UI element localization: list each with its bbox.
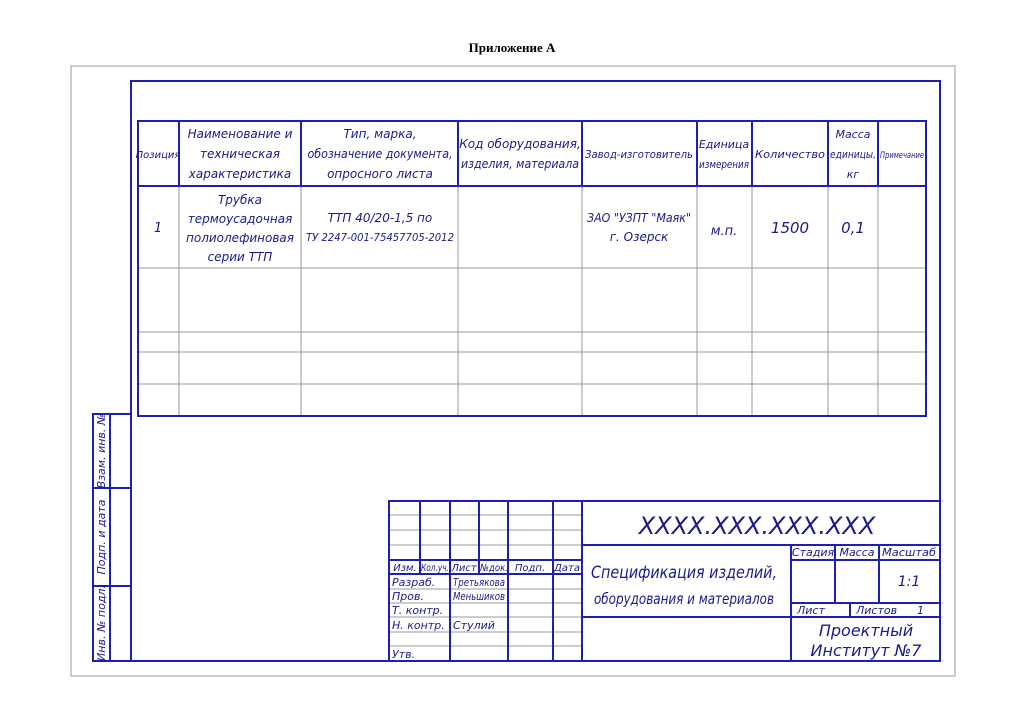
rev-header-sign: Подп. xyxy=(514,563,546,574)
scale-label: Масштаб xyxy=(882,546,937,559)
row-unit: м.п. xyxy=(710,224,738,239)
row-name-line4: серии ТТП xyxy=(207,250,273,264)
page-title: Приложение А xyxy=(468,40,556,55)
side-stamp-sign-date: Подп. и дата xyxy=(95,499,108,575)
role-approver: Утв. xyxy=(392,648,416,661)
row-name-line2: термоусадочная xyxy=(187,212,293,226)
header-position: Позиция xyxy=(135,150,181,161)
header-note: Примечание xyxy=(880,151,925,161)
rev-header-count: Кол.уч. xyxy=(421,563,449,574)
header-name-line2: техническая xyxy=(199,147,281,161)
header-name-line1: Наименование и xyxy=(187,127,293,141)
header-code-line1: Код оборудования, xyxy=(459,137,581,151)
header-type-line3: опросного листа xyxy=(327,167,433,181)
row-quantity: 1500 xyxy=(770,219,810,237)
row-mass: 0,1 xyxy=(841,219,865,237)
header-manufacturer: Завод-изготовитель xyxy=(585,148,693,161)
organization-line2: Институт №7 xyxy=(810,641,922,660)
name-checker: Меньшиков xyxy=(453,590,505,603)
side-stamp-replace-inv: Взам. инв. № xyxy=(95,413,108,489)
role-norm-control: Н. контр. xyxy=(392,619,445,632)
header-unit-line1: Единица xyxy=(698,138,750,151)
rev-header-docnum: №док. xyxy=(479,563,508,574)
role-developer: Разраб. xyxy=(392,576,436,589)
sheets-label: Листов xyxy=(856,604,898,617)
document-name-line1: Спецификация изделий, xyxy=(591,563,777,583)
title-block xyxy=(389,501,940,661)
row-manufacturer-line2: г. Озерск xyxy=(609,230,669,244)
role-tech-control: Т. контр. xyxy=(392,604,444,617)
row-name-line3: полиолефиновая xyxy=(186,231,294,245)
header-mass-line3: кг xyxy=(846,168,860,181)
name-developer: Третьякова xyxy=(453,576,506,589)
row-position: 1 xyxy=(153,221,163,236)
row-type-line2: ТУ 2247-001-75457705-2012 xyxy=(306,231,454,244)
rev-header-sheet: Лист xyxy=(451,563,477,574)
stage-label: Стадия xyxy=(791,546,835,559)
rev-header-date: Дата xyxy=(554,563,580,574)
side-stamp-orig-inv: Инв. № подл. xyxy=(95,585,108,661)
side-stamp xyxy=(93,414,131,661)
role-checker: Пров. xyxy=(392,590,424,603)
row-name-line1: Трубка xyxy=(217,193,263,207)
organization-line1: Проектный xyxy=(818,621,914,640)
document-name-line2: оборудования и материалов xyxy=(594,590,775,608)
mass-label: Масса xyxy=(839,546,875,559)
header-type-line2: обозначение документа, xyxy=(307,147,453,161)
row-type-line1: ТТП 40/20-1,5 по xyxy=(327,211,433,225)
header-type-line1: Тип, марка, xyxy=(343,127,417,141)
header-mass-line1: Масса xyxy=(835,128,871,141)
header-name-line3: характеристика xyxy=(188,167,292,181)
sheet-label: Лист xyxy=(797,604,825,617)
sheets-value: 1 xyxy=(917,604,924,617)
header-code-line2: изделия, материала xyxy=(461,157,579,171)
scale-value: 1:1 xyxy=(897,574,921,590)
header-mass-line2: единицы, xyxy=(830,148,876,161)
row-manufacturer-line1: ЗАО "УЗПТ "Маяк" xyxy=(587,211,691,225)
name-norm-control: Стулий xyxy=(453,619,495,632)
header-quantity: Количество xyxy=(755,148,826,161)
document-code: XXXX.XXX.XXX.XXX xyxy=(638,512,876,540)
rev-header-change: Изм. xyxy=(393,563,417,574)
header-unit-line2: измерения xyxy=(699,158,750,171)
spec-table xyxy=(136,121,926,416)
